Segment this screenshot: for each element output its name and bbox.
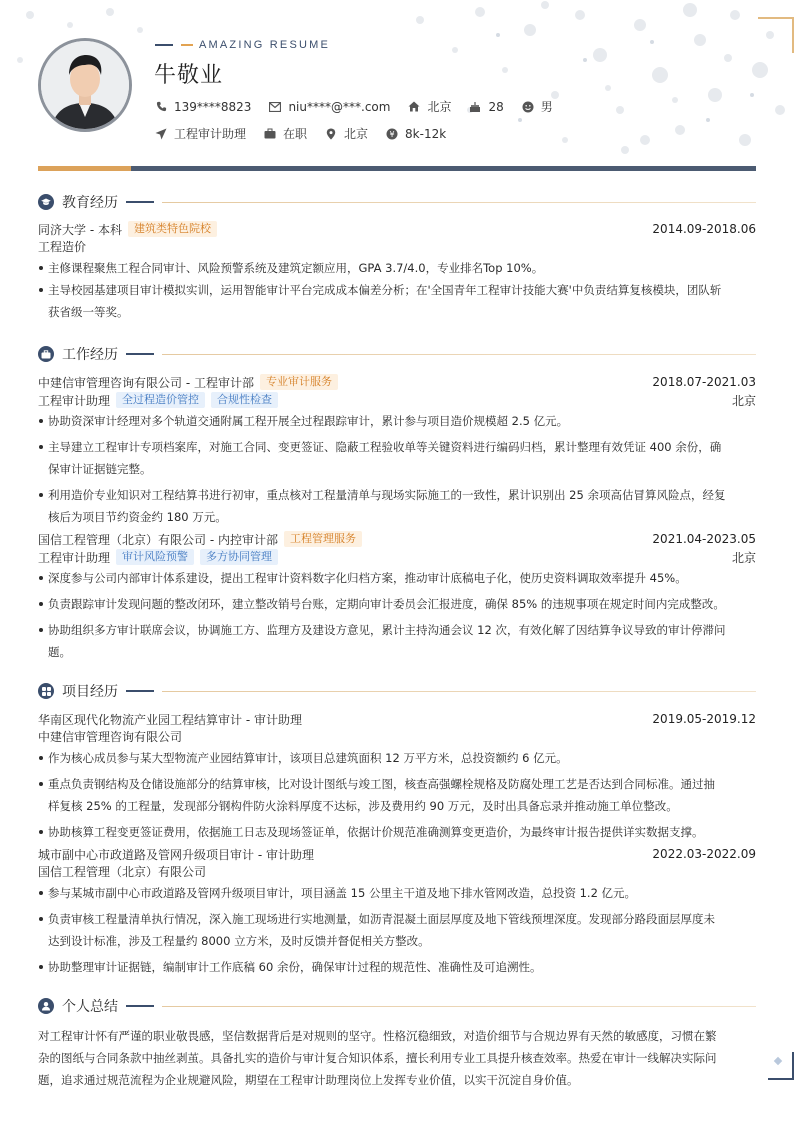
status-item bbox=[264, 125, 307, 142]
svg-text:¥: ¥ bbox=[389, 129, 395, 139]
role-tag: 全过程造价管控 bbox=[116, 392, 205, 408]
section-line-gold bbox=[162, 691, 756, 692]
work-date: 2021.04-2023.05 bbox=[652, 532, 756, 546]
avatar bbox=[38, 38, 132, 132]
summary-text: 对工程审计怀有严谨的职业敬畏感，坚信数据背后是对规则的坚守。性格沉稳细致，对造价细节与合规边界有天然的敏感度，习惯在繁 杂的图纸与合同条款中抽丝剥茧。具备扎实的造价与审计复合知识体系，擅长利用专业工具提升核查效率。热爱在审计一线解决实际问 题，追求通过规范流程为企业规避风险，期望在工程审计助理岗位上发挥专业价值，以实干沉淀自身价值。 bbox=[38, 1029, 717, 1087]
project-title: 城市副中心市政道路及管网升级项目审计 - 审计助理 bbox=[38, 847, 314, 862]
cake-icon bbox=[469, 101, 481, 113]
project-bullets bbox=[38, 747, 756, 843]
phone-item bbox=[155, 100, 251, 114]
list-item: 主修课程聚焦工程合同审计、风险预警系统及建筑定额应用，GPA 3.7/4.0，专业排名Top 10%。 bbox=[38, 257, 756, 279]
work-date: 2018.07-2021.03 bbox=[652, 375, 756, 389]
list-item: 主导建立工程审计专项档案库，对施工合同、变更签证、隐蔽工程验收单等关键资料进行编码归档，累计整理有效凭证 400 余份，确 保审计证据链完整。 bbox=[38, 436, 756, 480]
target-city-item bbox=[325, 125, 368, 142]
role-name: 工程审计助理 bbox=[38, 393, 111, 408]
work-entry-head bbox=[38, 373, 756, 391]
list-item: 重点负责钢结构及仓储设施部分的结算审核，比对设计图纸与竣工图，核查高强螺栓规格及防腐处理工艺是否达到合同标准。通过抽 样复核 25% 的工程量，发现部分钢构件防火涂料厚度不达标，涉及费用约 90 万元，及时出具备忘录并推动施工单位整改。 bbox=[38, 773, 756, 817]
education-entry-head bbox=[38, 220, 756, 238]
work-entry-head bbox=[38, 530, 756, 548]
company-tag: 专业审计服务 bbox=[260, 374, 338, 390]
work-heading bbox=[38, 344, 756, 364]
work-bullets bbox=[38, 567, 756, 663]
target-city-text: 北京 bbox=[344, 127, 369, 141]
section-line-gold bbox=[162, 1006, 756, 1007]
tagline-text: AMAZING RESUME bbox=[199, 39, 331, 51]
city-item bbox=[408, 98, 451, 115]
project-bullets bbox=[38, 882, 756, 978]
section-title: 工作经历 bbox=[62, 347, 118, 363]
phone-text: 139****8823 bbox=[174, 99, 252, 114]
gender-item bbox=[522, 98, 553, 115]
list-item: 主导校园基建项目审计模拟实训，运用智能审计平台完成成本偏差分析；在'全国青年工程审计技能大赛'中负责结算复核模块，团队斩 获省级一等奖。 bbox=[38, 279, 756, 323]
candidate-name: 牛敬业 bbox=[154, 63, 224, 88]
school-tag: 建筑类特色院校 bbox=[128, 221, 217, 237]
work-entry bbox=[38, 373, 756, 528]
project-title: 华南区现代化物流产业园工程结算审计 - 审计助理 bbox=[38, 712, 302, 727]
section-line-navy bbox=[126, 1005, 154, 1007]
education-date: 2014.09-2018.06 bbox=[652, 222, 756, 236]
section-line-navy bbox=[126, 690, 154, 692]
briefcase-icon bbox=[264, 128, 276, 140]
briefcase-icon bbox=[38, 346, 54, 362]
section-line-navy bbox=[126, 201, 154, 203]
education-bullets bbox=[38, 257, 756, 323]
project-entry-head bbox=[38, 845, 756, 863]
work-entry bbox=[38, 530, 756, 663]
section-line-navy bbox=[126, 353, 154, 355]
avatar-portrait-icon bbox=[41, 41, 129, 129]
company-name: 国信工程管理（北京）有限公司 - 内控审计部 bbox=[38, 532, 278, 547]
work-role-row bbox=[38, 548, 756, 566]
grid-icon bbox=[38, 683, 54, 699]
email-text: niu****@***.com bbox=[288, 99, 391, 114]
project-section bbox=[38, 681, 756, 978]
summary-section bbox=[38, 996, 756, 1091]
section-title: 个人总结 bbox=[62, 999, 118, 1015]
list-item: 负责跟踪审计发现问题的整改闭环，建立整改销号台账，定期向审计委员会汇报进度，确保 85% 的违规事项在规定时间内完成整改。 bbox=[38, 593, 756, 615]
major: 工程造价 bbox=[38, 240, 87, 254]
school-name: 同济大学 - 本科 bbox=[38, 222, 122, 237]
salary-item bbox=[386, 127, 446, 141]
job-intent-row bbox=[155, 125, 464, 142]
project-org: 国信工程管理（北京）有限公司 bbox=[38, 865, 207, 879]
list-item: 利用造价专业知识对工程结算书进行初审，重点核对工程量清单与现场实际施工的一致性，累计识别出 25 余项高估冒算风险点，经复 核后为项目节约资金约 180 万元。 bbox=[38, 484, 756, 528]
user-icon bbox=[38, 998, 54, 1014]
corner-decoration-bottom-right bbox=[768, 1052, 794, 1080]
list-item: 协助资深审计经理对多个轨道交通附属工程开展全过程跟踪审计，累计参与项目造价规模超 2.5 亿元。 bbox=[38, 410, 756, 432]
tagline bbox=[155, 39, 330, 51]
work-city: 北京 bbox=[731, 550, 756, 565]
money-icon bbox=[386, 128, 398, 140]
salary-text: 8k-12k bbox=[405, 126, 447, 141]
education-entry bbox=[38, 220, 756, 323]
divider-navy-segment bbox=[131, 166, 756, 171]
project-entry bbox=[38, 710, 756, 843]
project-date: 2019.05-2019.12 bbox=[652, 712, 756, 726]
project-heading bbox=[38, 681, 756, 701]
age-item bbox=[469, 100, 503, 114]
work-bullets bbox=[38, 410, 756, 528]
education-section bbox=[38, 192, 756, 323]
project-entry bbox=[38, 845, 756, 978]
summary-heading bbox=[38, 996, 756, 1016]
list-item: 协助核算工程变更签证费用，依据施工日志及现场签证单，依据计价规范准确测算变更造价，为最终审计报告提供详实数据支撑。 bbox=[38, 821, 756, 843]
project-org: 中建信审管理咨询有限公司 bbox=[38, 730, 183, 744]
project-entry-head bbox=[38, 710, 756, 728]
role-name: 工程审计助理 bbox=[38, 550, 111, 565]
list-item: 参与某城市副中心市政道路及管网升级项目审计，项目涵盖 15 公里主干道及地下排水管网改造，总投资 1.2 亿元。 bbox=[38, 882, 756, 904]
work-city: 北京 bbox=[731, 393, 756, 408]
role-tag: 合规性检查 bbox=[211, 392, 278, 408]
smile-icon bbox=[522, 101, 534, 113]
tagline-line-navy bbox=[155, 44, 173, 46]
header-divider-bar bbox=[38, 166, 756, 171]
list-item: 协助整理审计证据链，编制审计工作底稿 60 余份，确保审计过程的规范性、准确性及可追溯性。 bbox=[38, 956, 756, 978]
divider-gold-segment bbox=[38, 166, 131, 171]
list-item: 协助组织多方审计联席会议，协调施工方、监理方及建设方意见，累计主持沟通会议 12 次，有效化解了因结算争议导致的审计停滞问 题。 bbox=[38, 619, 756, 663]
section-line-gold bbox=[162, 354, 756, 355]
role-tag: 审计风险预警 bbox=[116, 549, 194, 565]
role-tag: 多方协同管理 bbox=[200, 549, 278, 565]
job-target-text: 工程审计助理 bbox=[174, 127, 247, 141]
list-item: 作为核心成员参与某大型物流产业园结算审计，该项目总建筑面积 12 万平方米，总投资额约 6 亿元。 bbox=[38, 747, 756, 769]
list-item: 负责审核工程量清单执行情况，深入施工现场进行实地测量，如沥青混凝土面层厚度及地下管线预埋深度。发现部分路段面层厚度未 达到设计标准，涉及工程量约 8000 立方米，及时反馈并督促相关方整改。 bbox=[38, 908, 756, 952]
project-date: 2022.03-2022.09 bbox=[652, 847, 756, 861]
company-tag: 工程管理服务 bbox=[284, 531, 362, 547]
list-item: 深度参与公司内部审计体系建设，提出工程审计资料数字化归档方案，推动审计底稿电子化，使历史资料调取效率提升 45%。 bbox=[38, 567, 756, 589]
education-heading bbox=[38, 192, 756, 212]
status-text: 在职 bbox=[283, 127, 308, 141]
tagline-line-gold bbox=[181, 44, 193, 46]
gender-text: 男 bbox=[540, 100, 553, 114]
email-item bbox=[269, 100, 390, 114]
age-text: 28 bbox=[488, 99, 504, 114]
section-title: 教育经历 bbox=[62, 195, 118, 211]
job-target-item bbox=[155, 125, 246, 142]
work-section bbox=[38, 344, 756, 663]
section-title: 项目经历 bbox=[62, 684, 118, 700]
graduation-cap-icon bbox=[38, 194, 54, 210]
phone-icon bbox=[155, 101, 167, 113]
company-name: 中建信审管理咨询有限公司 - 工程审计部 bbox=[38, 375, 254, 390]
city-text: 北京 bbox=[427, 100, 452, 114]
contact-info-row bbox=[155, 98, 571, 115]
mail-icon bbox=[269, 101, 281, 113]
home-icon bbox=[408, 101, 420, 113]
send-icon bbox=[155, 128, 167, 140]
corner-decoration-top-right bbox=[758, 17, 794, 53]
work-role-row bbox=[38, 391, 756, 409]
section-line-gold bbox=[162, 202, 756, 203]
location-pin-icon bbox=[325, 128, 337, 140]
